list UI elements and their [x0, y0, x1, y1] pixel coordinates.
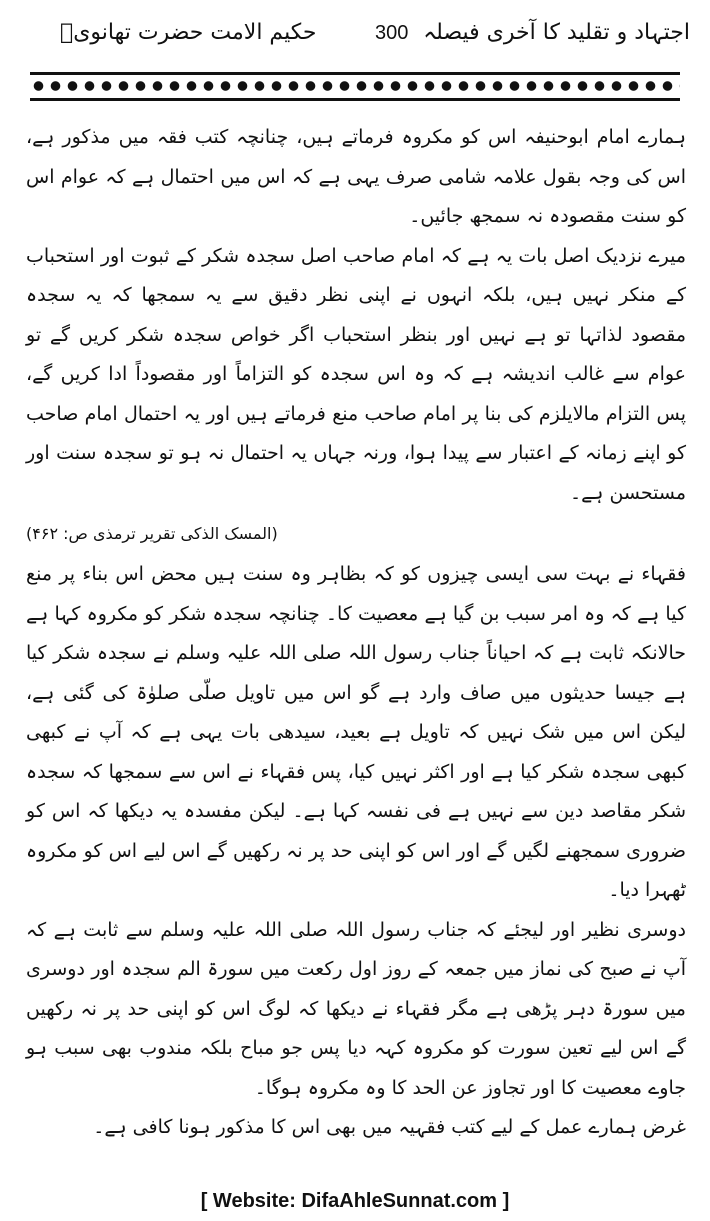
- divider-line-bottom: [30, 98, 680, 101]
- book-title: اجتہاد و تقلید کا آخری فیصلہ: [423, 20, 690, 45]
- divider-line-top: [30, 72, 680, 75]
- author-title: حکیم الامت حضرت تھانویؒ: [60, 20, 317, 45]
- paragraph-2: میرے نزدیک اصل بات یہ ہے کہ امام صاحب اصل سجدہ شکر کے ثبوت اور استحباب کے منکر نہیں ہیں، بلکہ انہوں نے اپنی نظر دقیق سے یہ سمجھا کہ یہ سجدہ مقصود لذاتہا تو ہے نہیں اور بنظر استحباب اگر خواص سجدہ شکر کریں گے تو عوام سے غالب اندیشہ ہے کہ وہ اس سجدہ کو التزاماً اور مقصوداً ادا کریں گے، پس التزام مالایلزم کی بنا پر امام صاحب منع فرماتے ہیں اور یہ احتمال امام صاحب کو اپنے زمانہ کے اعتبار سے پیدا ہوا، ورنہ جہاں یہ احتمال نہ ہو تو سجدہ سنت اور مستحسن ہے۔: [26, 244, 686, 504]
- header-divider: [30, 72, 680, 102]
- website-footer: [ Website: DifaAhleSunnat.com ]: [200, 1190, 510, 1212]
- paragraph-3: فقہاء نے بہت سی ایسی چیزوں کو کہ بظاہر وہ سنت ہیں محض اس بناء پر منع کیا ہے کہ وہ امر سبب بن گیا ہے معصیت کا۔ چنانچہ سجدہ شکر کو مکروہ کہا ہے حالانکہ ثابت ہے کہ احیاناً جناب رسول اللہ صلی اللہ علیہ وسلم نے سجدہ شکر کیا ہے جیسا حدیثوں میں صاف وارد ہے گو اس میں تاویل صلّی صلوٰۃ کی گئی ہے، لیکن اس میں شک نہیں کہ تاویل ہے بعید، سیدھی بات یہی ہے کہ آپ نے کبھی کبھی سجدہ شکر کیا ہے اور اکثر نہیں کیا، پس فقہاء نے اس سے سمجھا کہ سجدہ شکر مقاصد دین سے نہیں ہے فی نفسہ کہا ہے۔ لیکن مفسدہ یہ دیکھا کہ اس کو ضروری سمجھنے لگیں گے اور اس کو اپنی حد پر نہ رکھیں گے اس لیے اس کو مکروہ ٹھہرا دیا۔: [26, 563, 686, 901]
- divider-dots: [30, 78, 680, 94]
- reference-citation: (المسک الذکی تقریر ترمذی ص: ۴۶۲): [26, 524, 278, 543]
- paragraph-4: دوسری نظیر اور لیجئے کہ جناب رسول اللہ صلی اللہ علیہ وسلم سے ثابت ہے کہ آپ نے صبح کی نماز میں جمعہ کے روز اول رکعت میں سورۃ الم سجدہ اور دوسری میں سورۃ دہر پڑھی ہے مگر فقہاء نے دیکھا کہ لوگ اس کو اپنی حد پر نہ رکھیں گے اس لیے تعین سورت کو مکروہ کہہ دیا پس جو مباح بلکہ مندوب بھی سبب ہو جاوے معصیت کا اور تجاوز عن الحد کا وہ مکروہ ہوگا۔: [26, 918, 686, 1099]
- page-body: [26, 118, 686, 1148]
- paragraph-1: ہمارے امام ابوحنیفہ اس کو مکروہ فرماتے ہیں، چنانچہ کتب فقہ میں مذکور ہے، اس کی وجہ بقول علامہ شامی صرف یہی ہے کہ اس میں احتمال ہے کہ عوام اس کو سنت مقصودہ نہ سمجھ جائیں۔: [26, 126, 686, 227]
- paragraph-5: غرض ہمارے عمل کے لیے کتب فقہیہ میں بھی اس کا مذکور ہونا کافی ہے۔: [93, 1116, 686, 1138]
- page-number: 300: [375, 22, 409, 44]
- page-header: [20, 14, 690, 58]
